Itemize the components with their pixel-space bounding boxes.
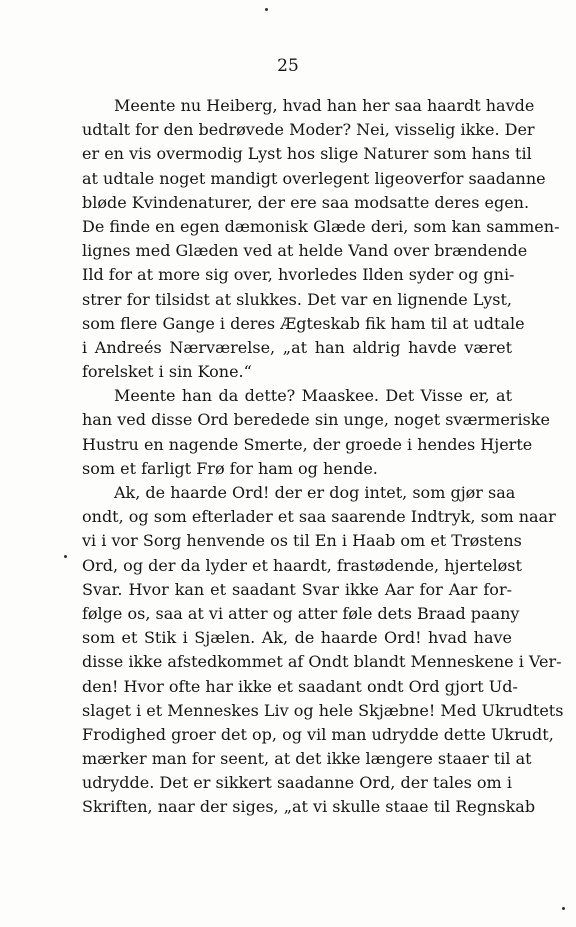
text-line: slaget i et Menneskes Liv og hele Skjæbne! Med Ukrudtets	[82, 700, 564, 720]
ink-speck	[562, 907, 565, 910]
ink-speck	[64, 555, 67, 558]
text-line: disse ikke afstedkommet af Ondt blandt Menneskene i Ver-	[82, 652, 562, 672]
text-line: vi i vor Sorg henvende os til En i Haab om et Trøstens	[82, 531, 522, 551]
text-line: Hustru en nagende Smerte, der groede i hendes Hjerte	[82, 434, 533, 454]
text-line: De finde en egen dæmonisk Glæde deri, som kan sammen-	[82, 216, 560, 236]
text-line: følge os, saa at vi atter og atter føle dets Braad paany	[82, 603, 520, 623]
body-text	[82, 94, 564, 820]
text-line: Meente han da dette? Maaskee. Det Visse er, at	[114, 386, 512, 406]
text-line: Skriften, naar der siges, „at vi skulle staae til Regnskab	[82, 797, 536, 817]
text-line: forelsket i sin Kone.“	[82, 362, 252, 382]
text-line: som et farligt Frø for ham og hende.	[82, 458, 378, 478]
text-line: Meente nu Heiberg, hvad han her saa haardt havde	[114, 96, 535, 115]
text-line: i Andreés Nærværelse, „at han aldrig havde været	[82, 337, 512, 357]
text-line: lignes med Glæden ved at helde Vand over brændende	[82, 241, 528, 261]
text-line: Frodighed groer det op, og vil man udrydde dette Ukrudt,	[82, 724, 554, 744]
text-line: mærker man for seent, at det ikke længere staaer til at	[82, 749, 532, 769]
text-line: den! Hvor ofte har ikke et saadant ondt Ord gjort Ud-	[82, 676, 518, 696]
text-line: udrydde. Det er sikkert saadanne Ord, der tales om i	[82, 773, 512, 793]
text-line: ondt, og som efterlader et saa saarende Indtryk, som naar	[82, 507, 556, 527]
text-line: som et Stik i Sjælen. Ak, de haarde Ord! hvad have	[82, 628, 512, 648]
text-line: Ak, de haarde Ord! der er dog intet, som gjør saa	[114, 483, 516, 502]
text-line: Svar. Hvor kan et saadant Svar ikke Aar for Aar for-	[82, 579, 512, 599]
text-line: han ved disse Ord beredede sin unge, noget sværmeriske	[82, 410, 550, 430]
text-line: er en vis overmodig Lyst hos slige Naturer som hans til	[82, 144, 532, 164]
text-line: strer for tilsidst at slukkes. Det var en lignende Lyst,	[82, 289, 512, 309]
text-line: Ord, og der da lyder et haardt, frastødende, hjerteløst	[82, 555, 522, 575]
page-number: 25	[277, 56, 299, 76]
text-line: Ild for at more sig over, hvorledes Ilden syder og gni-	[82, 265, 515, 285]
text-line: bløde Kvindenaturer, der ere saa modsatte deres egen.	[82, 192, 530, 212]
ink-speck	[265, 8, 268, 11]
text-line: at udtale noget mandigt overlegent ligeoverfor saadanne	[82, 168, 546, 188]
text-line: som flere Gange i deres Ægteskab fik ham til at udtale	[82, 313, 525, 333]
text-line: udtalt for den bedrøvede Moder? Nei, visselig ikke. Der	[82, 120, 535, 140]
